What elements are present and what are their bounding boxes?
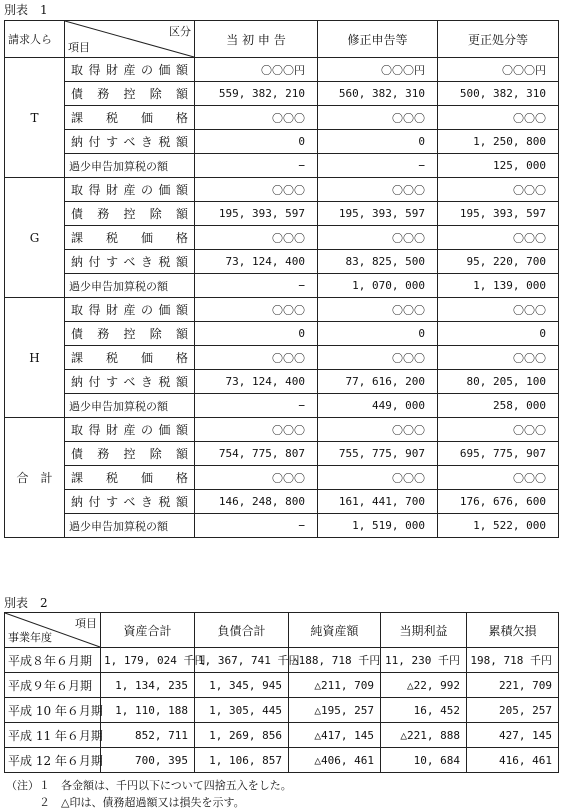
item-label: 過少申告加算税の額: [65, 514, 195, 538]
amount-cell: 1, 179, 024 千円: [101, 648, 195, 673]
table1-row: [5, 298, 559, 322]
amount-cell: 1, 106, 857: [195, 748, 289, 773]
taxpayer-group-label: G: [5, 178, 65, 298]
item-label: 納付すべき税額: [65, 250, 195, 274]
fiscal-year-label: 平成 12 年６月期: [5, 748, 101, 773]
table2-col-header: 資産合計: [101, 613, 195, 648]
taxpayer-group-label: 合 計: [5, 418, 65, 538]
amount-cell: 73, 124, 400: [195, 370, 318, 394]
amount-cell: △22, 992: [381, 673, 467, 698]
table1-row: [5, 274, 559, 298]
amount-cell: 1, 519, 000: [318, 514, 438, 538]
amount-cell: 〇〇〇: [195, 106, 318, 130]
amount-cell: △195, 257: [289, 698, 381, 723]
amount-cell: △417, 145: [289, 723, 381, 748]
item-label: 取得財産の価額: [65, 418, 195, 442]
fiscal-year-label: 平成 10 年６月期: [5, 698, 101, 723]
amount-cell: 416, 461: [467, 748, 559, 773]
tax-assessment-table: [4, 20, 559, 538]
item-label: 過少申告加算税の額: [65, 394, 195, 418]
table2-row: [5, 723, 559, 748]
amount-cell: △406, 461: [289, 748, 381, 773]
amount-cell: 0: [438, 322, 559, 346]
table1-row: [5, 250, 559, 274]
amount-cell: 〇〇〇: [438, 346, 559, 370]
amount-cell: 〇〇〇: [318, 298, 438, 322]
amount-cell: 0: [318, 322, 438, 346]
table1-row: [5, 106, 559, 130]
amount-cell: 754, 775, 807: [195, 442, 318, 466]
amount-cell: 11, 230 千円: [381, 648, 467, 673]
amount-cell: 1, 522, 000: [438, 514, 559, 538]
item-label: 取得財産の価額: [65, 298, 195, 322]
amount-cell: 〇〇〇: [195, 346, 318, 370]
table1-row: [5, 202, 559, 226]
table2-col-header: 純資産額: [289, 613, 381, 648]
table1-col-header: 更正処分等: [438, 21, 559, 58]
amount-cell: 〇〇〇: [438, 418, 559, 442]
table1-row: [5, 466, 559, 490]
amount-cell: 195, 393, 597: [438, 202, 559, 226]
table1-row: [5, 394, 559, 418]
amount-cell: △211, 709: [289, 673, 381, 698]
table2-row: [5, 648, 559, 673]
footnote: ２ △印は、債務超過額又は損失を示す。: [6, 796, 245, 809]
table1-corner-left: 請求人ら: [5, 21, 65, 58]
amount-cell: −: [195, 514, 318, 538]
amount-cell: 77, 616, 200: [318, 370, 438, 394]
amount-cell: 〇〇〇: [195, 226, 318, 250]
amount-cell: 1, 269, 856: [195, 723, 289, 748]
amount-cell: 95, 220, 700: [438, 250, 559, 274]
amount-cell: 559, 382, 210: [195, 82, 318, 106]
amount-cell: 427, 145: [467, 723, 559, 748]
fiscal-year-label: 平成８年６月期: [5, 648, 101, 673]
amount-cell: 〇〇〇円: [195, 58, 318, 82]
amount-cell: 〇〇〇: [438, 178, 559, 202]
item-label: 取得財産の価額: [65, 58, 195, 82]
table2-col-header: 当期利益: [381, 613, 467, 648]
item-label: 過少申告加算税の額: [65, 154, 195, 178]
item-label: 債務控除額: [65, 442, 195, 466]
amount-cell: 73, 124, 400: [195, 250, 318, 274]
amount-cell: 700, 395: [101, 748, 195, 773]
taxpayer-group-label: T: [5, 58, 65, 178]
table1-body: [5, 58, 559, 538]
amount-cell: 221, 709: [467, 673, 559, 698]
amount-cell: 〇〇〇: [318, 418, 438, 442]
table1-row: [5, 82, 559, 106]
amount-cell: 195, 393, 597: [195, 202, 318, 226]
table1-col-header: 修正申告等: [318, 21, 438, 58]
amount-cell: 176, 676, 600: [438, 490, 559, 514]
amount-cell: 〇〇〇: [438, 226, 559, 250]
amount-cell: 〇〇〇: [438, 466, 559, 490]
amount-cell: 1, 367, 741 千円: [195, 648, 289, 673]
table1-header-row: [5, 21, 559, 58]
amount-cell: 0: [195, 130, 318, 154]
amount-cell: 〇〇〇: [318, 178, 438, 202]
amount-cell: 198, 718 千円: [467, 648, 559, 673]
item-label: 課税価格: [65, 106, 195, 130]
item-label: 債務控除額: [65, 82, 195, 106]
table2-header-row: [5, 613, 559, 648]
item-label: 課税価格: [65, 466, 195, 490]
amount-cell: 258, 000: [438, 394, 559, 418]
table2-body: [5, 648, 559, 773]
table1-row: [5, 154, 559, 178]
amount-cell: 161, 441, 700: [318, 490, 438, 514]
item-label: 取得財産の価額: [65, 178, 195, 202]
amount-cell: 〇〇〇: [318, 346, 438, 370]
amount-cell: 146, 248, 800: [195, 490, 318, 514]
amount-cell: 449, 000: [318, 394, 438, 418]
amount-cell: 〇〇〇: [318, 466, 438, 490]
table1-row: [5, 490, 559, 514]
amount-cell: 125, 000: [438, 154, 559, 178]
item-label: 過少申告加算税の額: [65, 274, 195, 298]
amount-cell: 80, 205, 100: [438, 370, 559, 394]
amount-cell: △221, 888: [381, 723, 467, 748]
amount-cell: 1, 345, 945: [195, 673, 289, 698]
table1-row: [5, 130, 559, 154]
amount-cell: 755, 775, 907: [318, 442, 438, 466]
item-label: 課税価格: [65, 346, 195, 370]
table2-corner-cell: [5, 613, 101, 648]
table2-row: [5, 673, 559, 698]
footnote: （注）１ 各金額は、千円以下について四捨五入をした。: [6, 779, 292, 792]
item-label: 納付すべき税額: [65, 490, 195, 514]
table1-row: [5, 58, 559, 82]
taxpayer-group-label: H: [5, 298, 65, 418]
amount-cell: 0: [318, 130, 438, 154]
amount-cell: 〇〇〇: [438, 298, 559, 322]
amount-cell: 〇〇〇円: [318, 58, 438, 82]
amount-cell: 205, 257: [467, 698, 559, 723]
amount-cell: 695, 775, 907: [438, 442, 559, 466]
table2-caption: 別表 2: [4, 596, 48, 610]
table1-row: [5, 370, 559, 394]
amount-cell: −: [195, 394, 318, 418]
table2-row: [5, 748, 559, 773]
fiscal-year-label: 平成 11 年６月期: [5, 723, 101, 748]
table1-row: [5, 346, 559, 370]
amount-cell: 852, 711: [101, 723, 195, 748]
amount-cell: 560, 382, 310: [318, 82, 438, 106]
table1-row: [5, 322, 559, 346]
item-label: 債務控除額: [65, 202, 195, 226]
amount-cell: 〇〇〇円: [438, 58, 559, 82]
amount-cell: △188, 718 千円: [289, 648, 381, 673]
amount-cell: 195, 393, 597: [318, 202, 438, 226]
fiscal-year-label: 平成９年６月期: [5, 673, 101, 698]
table2-col-header: 負債合計: [195, 613, 289, 648]
amount-cell: 〇〇〇: [195, 418, 318, 442]
amount-cell: −: [195, 154, 318, 178]
amount-cell: 0: [195, 322, 318, 346]
table1-col-header: 当 初 申 告: [195, 21, 318, 58]
table1-caption: 別表 1: [4, 3, 48, 17]
item-label: 納付すべき税額: [65, 370, 195, 394]
amount-cell: 〇〇〇: [318, 226, 438, 250]
amount-cell: 16, 452: [381, 698, 467, 723]
item-label: 課税価格: [65, 226, 195, 250]
amount-cell: −: [195, 274, 318, 298]
amount-cell: 1, 070, 000: [318, 274, 438, 298]
amount-cell: 83, 825, 500: [318, 250, 438, 274]
table1-row: [5, 226, 559, 250]
table2-corner-bottom: 事業年度: [8, 631, 52, 644]
amount-cell: 〇〇〇: [195, 298, 318, 322]
table1-corner-bottom: 項目: [68, 41, 90, 54]
financial-summary-table: [4, 612, 559, 773]
table1-row: [5, 514, 559, 538]
amount-cell: −: [318, 154, 438, 178]
table1-row: [5, 178, 559, 202]
table1-corner-cell: [65, 21, 195, 58]
table2-corner-top: 項目: [75, 617, 97, 630]
amount-cell: 1, 250, 800: [438, 130, 559, 154]
item-label: 債務控除額: [65, 322, 195, 346]
amount-cell: 〇〇〇: [195, 466, 318, 490]
amount-cell: 1, 305, 445: [195, 698, 289, 723]
amount-cell: 1, 110, 188: [101, 698, 195, 723]
amount-cell: 〇〇〇: [195, 178, 318, 202]
amount-cell: 1, 134, 235: [101, 673, 195, 698]
amount-cell: 〇〇〇: [318, 106, 438, 130]
item-label: 納付すべき税額: [65, 130, 195, 154]
table2-row: [5, 698, 559, 723]
table1-corner-top: 区分: [169, 25, 191, 38]
amount-cell: 〇〇〇: [438, 106, 559, 130]
amount-cell: 500, 382, 310: [438, 82, 559, 106]
amount-cell: 1, 139, 000: [438, 274, 559, 298]
table2-col-header: 累積欠損: [467, 613, 559, 648]
table1-row: [5, 418, 559, 442]
amount-cell: 10, 684: [381, 748, 467, 773]
table1-row: [5, 442, 559, 466]
